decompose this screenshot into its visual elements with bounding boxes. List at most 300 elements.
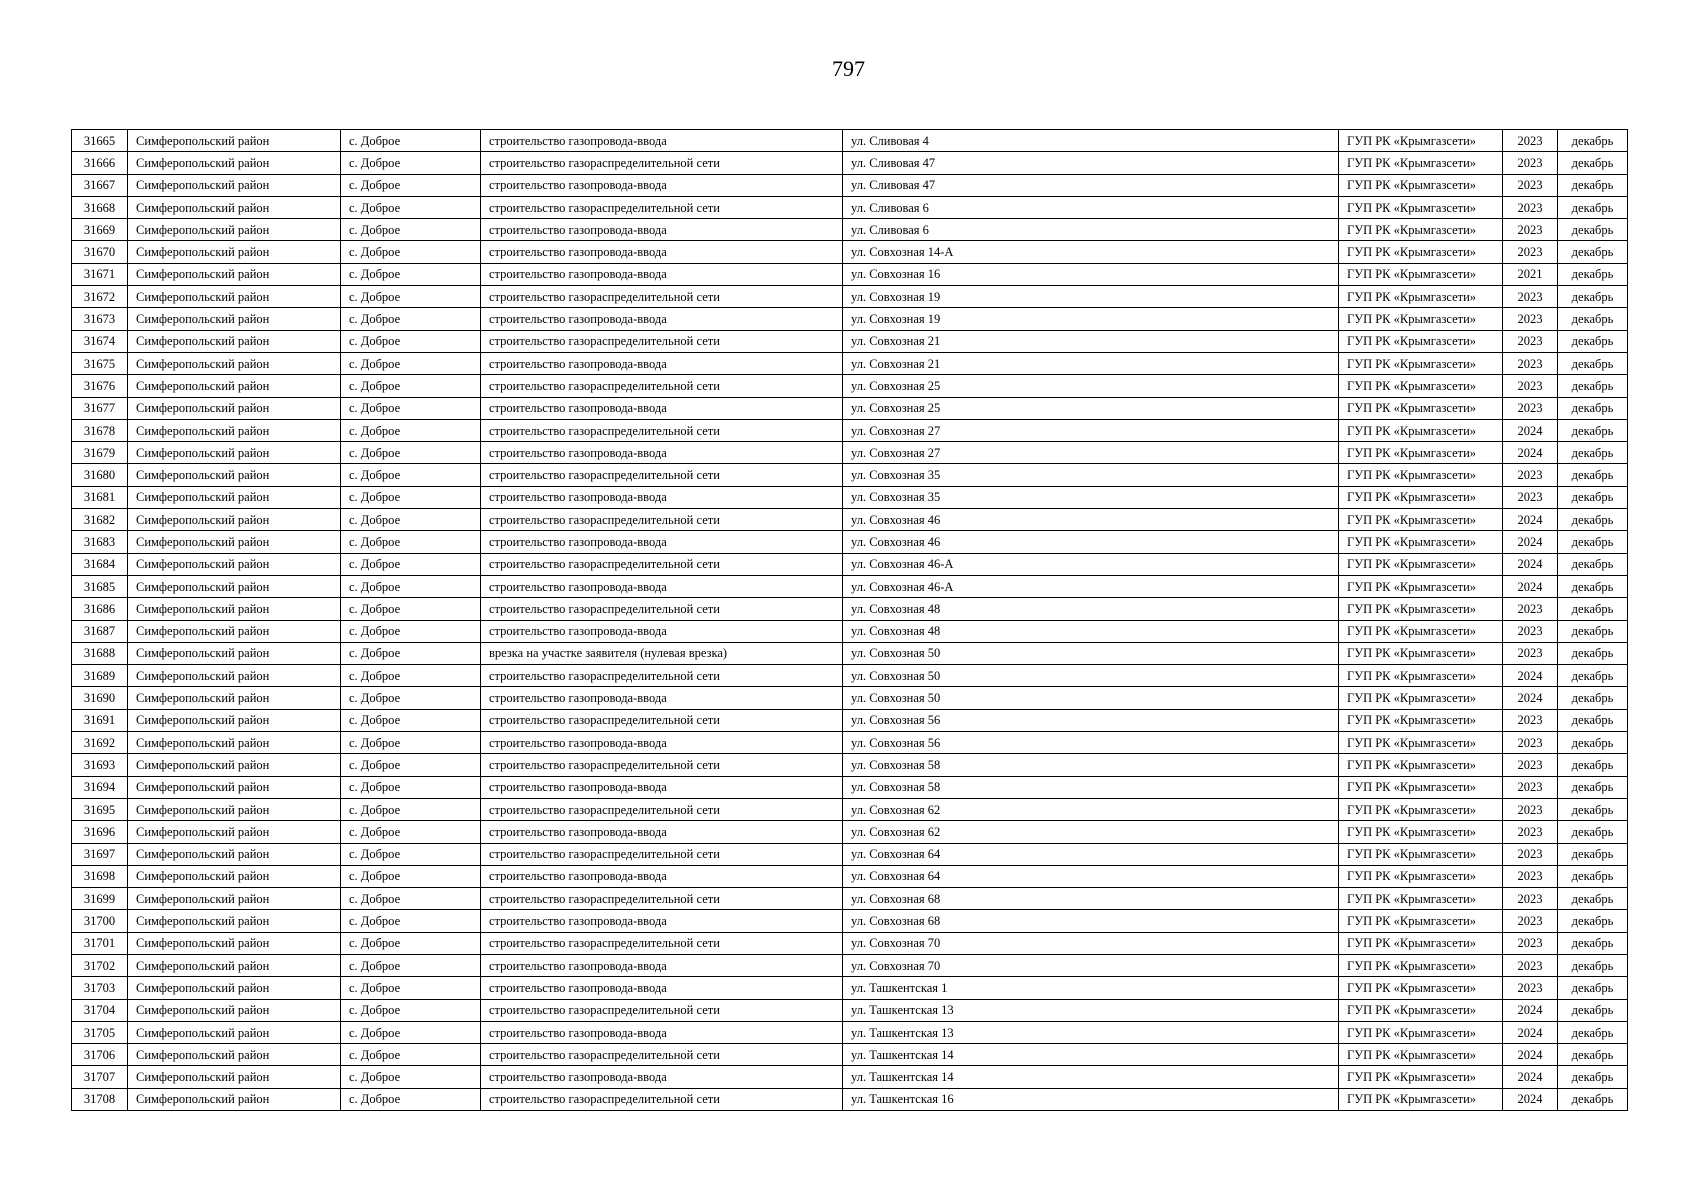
year-cell: 2023 (1503, 977, 1558, 999)
district-cell: Симферопольский район (128, 308, 341, 330)
work-type-cell: строительство газопровода-ввода (481, 442, 843, 464)
table-row (72, 308, 1628, 330)
year-cell: 2023 (1503, 843, 1558, 865)
month-cell: декабрь (1558, 352, 1628, 374)
table-row (72, 509, 1628, 531)
address-cell: ул. Ташкентская 16 (843, 1088, 1339, 1110)
work-type-cell: строительство газопровода-ввода (481, 130, 843, 152)
settlement-cell: с. Доброе (341, 152, 481, 174)
table-row (72, 843, 1628, 865)
settlement-cell: с. Доброе (341, 999, 481, 1021)
table-row (72, 152, 1628, 174)
address-cell: ул. Совхозная 50 (843, 642, 1339, 664)
organization-cell: ГУП РК «Крымгазсети» (1339, 1021, 1503, 1043)
district-cell: Симферопольский район (128, 486, 341, 508)
table-row (72, 442, 1628, 464)
month-cell: декабрь (1558, 620, 1628, 642)
settlement-cell: с. Доброе (341, 732, 481, 754)
year-cell: 2023 (1503, 932, 1558, 954)
year-cell: 2023 (1503, 486, 1558, 508)
table-row (72, 888, 1628, 910)
row-number-cell: 31665 (72, 130, 128, 152)
settlement-cell: с. Доброе (341, 642, 481, 664)
work-type-cell: строительство газораспределительной сети (481, 509, 843, 531)
month-cell: декабрь (1558, 419, 1628, 441)
row-number-cell: 31677 (72, 397, 128, 419)
settlement-cell: с. Доброе (341, 419, 481, 441)
address-cell: ул. Совхозная 25 (843, 375, 1339, 397)
work-type-cell: строительство газопровода-ввода (481, 1021, 843, 1043)
row-number-cell: 31696 (72, 821, 128, 843)
table-row (72, 1021, 1628, 1043)
table-row (72, 732, 1628, 754)
settlement-cell: с. Доброе (341, 1066, 481, 1088)
settlement-cell: с. Доброе (341, 977, 481, 999)
work-type-cell: строительство газопровода-ввода (481, 620, 843, 642)
row-number-cell: 31690 (72, 687, 128, 709)
organization-cell: ГУП РК «Крымгазсети» (1339, 263, 1503, 285)
work-type-cell: строительство газораспределительной сети (481, 754, 843, 776)
table-row (72, 286, 1628, 308)
address-cell: ул. Совхозная 64 (843, 843, 1339, 865)
row-number-cell: 31686 (72, 598, 128, 620)
address-cell: ул. Совхозная 46-А (843, 553, 1339, 575)
year-cell: 2024 (1503, 999, 1558, 1021)
settlement-cell: с. Доброе (341, 798, 481, 820)
district-cell: Симферопольский район (128, 152, 341, 174)
year-cell: 2024 (1503, 419, 1558, 441)
district-cell: Симферопольский район (128, 263, 341, 285)
year-cell: 2023 (1503, 330, 1558, 352)
table-row (72, 1066, 1628, 1088)
address-cell: ул. Совхозная 19 (843, 286, 1339, 308)
address-cell: ул. Сливовая 6 (843, 219, 1339, 241)
work-type-cell: строительство газопровода-ввода (481, 308, 843, 330)
settlement-cell: с. Доброе (341, 174, 481, 196)
district-cell: Симферопольский район (128, 977, 341, 999)
organization-cell: ГУП РК «Крымгазсети» (1339, 196, 1503, 218)
organization-cell: ГУП РК «Крымгазсети» (1339, 375, 1503, 397)
district-cell: Симферопольский район (128, 464, 341, 486)
settlement-cell: с. Доброе (341, 932, 481, 954)
organization-cell: ГУП РК «Крымгазсети» (1339, 419, 1503, 441)
work-type-cell: строительство газораспределительной сети (481, 196, 843, 218)
row-number-cell: 31673 (72, 308, 128, 330)
work-type-cell: строительство газопровода-ввода (481, 954, 843, 976)
settlement-cell: с. Доброе (341, 308, 481, 330)
organization-cell: ГУП РК «Крымгазсети» (1339, 531, 1503, 553)
table-body (72, 130, 1628, 1111)
district-cell: Симферопольский район (128, 174, 341, 196)
work-type-cell: строительство газораспределительной сети (481, 798, 843, 820)
page-number: 797 (832, 56, 865, 81)
table-row (72, 219, 1628, 241)
organization-cell: ГУП РК «Крымгазсети» (1339, 999, 1503, 1021)
address-cell: ул. Совхозная 58 (843, 754, 1339, 776)
address-cell: ул. Совхозная 35 (843, 486, 1339, 508)
table-row (72, 865, 1628, 887)
address-cell: ул. Совхозная 48 (843, 620, 1339, 642)
district-cell: Симферопольский район (128, 419, 341, 441)
table-row (72, 821, 1628, 843)
district-cell: Симферопольский район (128, 888, 341, 910)
year-cell: 2024 (1503, 1088, 1558, 1110)
work-type-cell: строительство газораспределительной сети (481, 932, 843, 954)
month-cell: декабрь (1558, 776, 1628, 798)
organization-cell: ГУП РК «Крымгазсети» (1339, 486, 1503, 508)
address-cell: ул. Совхозная 70 (843, 954, 1339, 976)
year-cell: 2023 (1503, 776, 1558, 798)
row-number-cell: 31684 (72, 553, 128, 575)
work-type-cell: строительство газопровода-ввода (481, 732, 843, 754)
work-type-cell: строительство газопровода-ввода (481, 776, 843, 798)
year-cell: 2024 (1503, 553, 1558, 575)
work-type-cell: строительство газопровода-ввода (481, 531, 843, 553)
year-cell: 2023 (1503, 754, 1558, 776)
address-cell: ул. Совхозная 56 (843, 732, 1339, 754)
table-row (72, 910, 1628, 932)
settlement-cell: с. Доброе (341, 598, 481, 620)
row-number-cell: 31697 (72, 843, 128, 865)
row-number-cell: 31672 (72, 286, 128, 308)
settlement-cell: с. Доброе (341, 130, 481, 152)
address-cell: ул. Сливовая 47 (843, 174, 1339, 196)
organization-cell: ГУП РК «Крымгазсети» (1339, 709, 1503, 731)
address-cell: ул. Совхозная 27 (843, 419, 1339, 441)
month-cell: декабрь (1558, 286, 1628, 308)
organization-cell: ГУП РК «Крымгазсети» (1339, 954, 1503, 976)
year-cell: 2023 (1503, 464, 1558, 486)
district-cell: Симферопольский район (128, 821, 341, 843)
row-number-cell: 31671 (72, 263, 128, 285)
organization-cell: ГУП РК «Крымгазсети» (1339, 865, 1503, 887)
month-cell: декабрь (1558, 732, 1628, 754)
month-cell: декабрь (1558, 174, 1628, 196)
settlement-cell: с. Доброе (341, 553, 481, 575)
year-cell: 2023 (1503, 352, 1558, 374)
district-cell: Симферопольский район (128, 352, 341, 374)
row-number-cell: 31705 (72, 1021, 128, 1043)
organization-cell: ГУП РК «Крымгазсети» (1339, 687, 1503, 709)
work-type-cell: строительство газопровода-ввода (481, 219, 843, 241)
work-type-cell: строительство газопровода-ввода (481, 1066, 843, 1088)
settlement-cell: с. Доброе (341, 888, 481, 910)
work-type-cell: строительство газораспределительной сети (481, 464, 843, 486)
work-type-cell: строительство газораспределительной сети (481, 999, 843, 1021)
settlement-cell: с. Доброе (341, 1088, 481, 1110)
district-cell: Симферопольский район (128, 620, 341, 642)
month-cell: декабрь (1558, 375, 1628, 397)
table-row (72, 999, 1628, 1021)
address-cell: ул. Совхозная 21 (843, 330, 1339, 352)
organization-cell: ГУП РК «Крымгазсети» (1339, 1066, 1503, 1088)
district-cell: Симферопольский район (128, 196, 341, 218)
year-cell: 2023 (1503, 642, 1558, 664)
month-cell: декабрь (1558, 709, 1628, 731)
district-cell: Симферопольский район (128, 1088, 341, 1110)
settlement-cell: с. Доброе (341, 397, 481, 419)
settlement-cell: с. Доброе (341, 954, 481, 976)
settlement-cell: с. Доброе (341, 843, 481, 865)
organization-cell: ГУП РК «Крымгазсети» (1339, 575, 1503, 597)
row-number-cell: 31682 (72, 509, 128, 531)
address-cell: ул. Совхозная 35 (843, 464, 1339, 486)
month-cell: декабрь (1558, 308, 1628, 330)
work-type-cell: строительство газораспределительной сети (481, 1044, 843, 1066)
organization-cell: ГУП РК «Крымгазсети» (1339, 219, 1503, 241)
month-cell: декабрь (1558, 442, 1628, 464)
year-cell: 2023 (1503, 375, 1558, 397)
settlement-cell: с. Доброе (341, 575, 481, 597)
row-number-cell: 31693 (72, 754, 128, 776)
settlement-cell: с. Доброе (341, 709, 481, 731)
district-cell: Симферопольский район (128, 575, 341, 597)
year-cell: 2023 (1503, 152, 1558, 174)
address-cell: ул. Совхозная 68 (843, 888, 1339, 910)
settlement-cell: с. Доброе (341, 776, 481, 798)
work-type-cell: строительство газораспределительной сети (481, 152, 843, 174)
month-cell: декабрь (1558, 1066, 1628, 1088)
organization-cell: ГУП РК «Крымгазсети» (1339, 442, 1503, 464)
address-cell: ул. Совхозная 68 (843, 910, 1339, 932)
address-cell: ул. Совхозная 62 (843, 798, 1339, 820)
district-cell: Симферопольский район (128, 709, 341, 731)
work-type-cell: строительство газораспределительной сети (481, 709, 843, 731)
year-cell: 2024 (1503, 575, 1558, 597)
row-number-cell: 31676 (72, 375, 128, 397)
work-type-cell: строительство газораспределительной сети (481, 330, 843, 352)
district-cell: Симферопольский район (128, 1044, 341, 1066)
district-cell: Симферопольский район (128, 130, 341, 152)
month-cell: декабрь (1558, 754, 1628, 776)
month-cell: декабрь (1558, 152, 1628, 174)
table-row (72, 330, 1628, 352)
organization-cell: ГУП РК «Крымгазсети» (1339, 821, 1503, 843)
month-cell: декабрь (1558, 575, 1628, 597)
work-type-cell: строительство газопровода-ввода (481, 821, 843, 843)
table-row (72, 419, 1628, 441)
district-cell: Симферопольский район (128, 553, 341, 575)
settlement-cell: с. Доброе (341, 196, 481, 218)
row-number-cell: 31701 (72, 932, 128, 954)
address-cell: ул. Ташкентская 14 (843, 1044, 1339, 1066)
row-number-cell: 31695 (72, 798, 128, 820)
address-cell: ул. Ташкентская 13 (843, 999, 1339, 1021)
year-cell: 2023 (1503, 910, 1558, 932)
organization-cell: ГУП РК «Крымгазсети» (1339, 642, 1503, 664)
table-row (72, 932, 1628, 954)
row-number-cell: 31700 (72, 910, 128, 932)
district-cell: Симферопольский район (128, 397, 341, 419)
work-type-cell: строительство газораспределительной сети (481, 375, 843, 397)
settlement-cell: с. Доброе (341, 263, 481, 285)
year-cell: 2024 (1503, 1066, 1558, 1088)
district-cell: Симферопольский район (128, 219, 341, 241)
month-cell: декабрь (1558, 397, 1628, 419)
work-type-cell: строительство газораспределительной сети (481, 286, 843, 308)
year-cell: 2023 (1503, 241, 1558, 263)
row-number-cell: 31680 (72, 464, 128, 486)
settlement-cell: с. Доброе (341, 821, 481, 843)
month-cell: декабрь (1558, 130, 1628, 152)
table-row (72, 620, 1628, 642)
district-cell: Симферопольский район (128, 1066, 341, 1088)
table-row (72, 798, 1628, 820)
address-cell: ул. Совхозная 21 (843, 352, 1339, 374)
district-cell: Симферопольский район (128, 954, 341, 976)
address-cell: ул. Совхозная 46-А (843, 575, 1339, 597)
settlement-cell: с. Доброе (341, 330, 481, 352)
organization-cell: ГУП РК «Крымгазсети» (1339, 843, 1503, 865)
work-type-cell: строительство газопровода-ввода (481, 977, 843, 999)
district-cell: Симферопольский район (128, 330, 341, 352)
address-cell: ул. Совхозная 58 (843, 776, 1339, 798)
table-row (72, 352, 1628, 374)
table-row (72, 642, 1628, 664)
month-cell: декабрь (1558, 977, 1628, 999)
organization-cell: ГУП РК «Крымгазсети» (1339, 932, 1503, 954)
month-cell: декабрь (1558, 1021, 1628, 1043)
month-cell: декабрь (1558, 1044, 1628, 1066)
table-row (72, 1044, 1628, 1066)
table-row (72, 174, 1628, 196)
year-cell: 2023 (1503, 821, 1558, 843)
table-row (72, 665, 1628, 687)
organization-cell: ГУП РК «Крымгазсети» (1339, 776, 1503, 798)
organization-cell: ГУП РК «Крымгазсети» (1339, 888, 1503, 910)
month-cell: декабрь (1558, 263, 1628, 285)
row-number-cell: 31685 (72, 575, 128, 597)
month-cell: декабрь (1558, 999, 1628, 1021)
month-cell: декабрь (1558, 553, 1628, 575)
row-number-cell: 31667 (72, 174, 128, 196)
district-cell: Симферопольский район (128, 932, 341, 954)
organization-cell: ГУП РК «Крымгазсети» (1339, 1088, 1503, 1110)
settlement-cell: с. Доброе (341, 1044, 481, 1066)
organization-cell: ГУП РК «Крымгазсети» (1339, 732, 1503, 754)
organization-cell: ГУП РК «Крымгазсети» (1339, 174, 1503, 196)
year-cell: 2023 (1503, 954, 1558, 976)
year-cell: 2023 (1503, 798, 1558, 820)
table-row (72, 553, 1628, 575)
district-cell: Симферопольский район (128, 999, 341, 1021)
work-type-cell: строительство газораспределительной сети (481, 553, 843, 575)
settlement-cell: с. Доброе (341, 241, 481, 263)
row-number-cell: 31708 (72, 1088, 128, 1110)
year-cell: 2023 (1503, 598, 1558, 620)
table-row (72, 531, 1628, 553)
district-cell: Симферопольский район (128, 798, 341, 820)
settlement-cell: с. Доброе (341, 352, 481, 374)
table-row (72, 687, 1628, 709)
year-cell: 2021 (1503, 263, 1558, 285)
year-cell: 2023 (1503, 196, 1558, 218)
row-number-cell: 31689 (72, 665, 128, 687)
work-type-cell: строительство газораспределительной сети (481, 888, 843, 910)
work-type-cell: строительство газопровода-ввода (481, 241, 843, 263)
month-cell: декабрь (1558, 888, 1628, 910)
work-type-cell: строительство газораспределительной сети (481, 665, 843, 687)
row-number-cell: 31694 (72, 776, 128, 798)
district-cell: Симферопольский район (128, 665, 341, 687)
work-type-cell: строительство газопровода-ввода (481, 575, 843, 597)
month-cell: декабрь (1558, 687, 1628, 709)
row-number-cell: 31675 (72, 352, 128, 374)
month-cell: декабрь (1558, 486, 1628, 508)
table-row (72, 375, 1628, 397)
month-cell: декабрь (1558, 241, 1628, 263)
organization-cell: ГУП РК «Крымгазсети» (1339, 977, 1503, 999)
organization-cell: ГУП РК «Крымгазсети» (1339, 754, 1503, 776)
row-number-cell: 31692 (72, 732, 128, 754)
row-number-cell: 31666 (72, 152, 128, 174)
row-number-cell: 31698 (72, 865, 128, 887)
row-number-cell: 31678 (72, 419, 128, 441)
settlement-cell: с. Доброе (341, 375, 481, 397)
address-cell: ул. Сливовая 4 (843, 130, 1339, 152)
row-number-cell: 31706 (72, 1044, 128, 1066)
settlement-cell: с. Доброе (341, 286, 481, 308)
settlement-cell: с. Доброе (341, 865, 481, 887)
settlement-cell: с. Доброе (341, 754, 481, 776)
row-number-cell: 31703 (72, 977, 128, 999)
address-cell: ул. Ташкентская 13 (843, 1021, 1339, 1043)
work-type-cell: строительство газопровода-ввода (481, 687, 843, 709)
address-cell: ул. Совхозная 27 (843, 442, 1339, 464)
work-type-cell: строительство газораспределительной сети (481, 419, 843, 441)
address-cell: ул. Совхозная 16 (843, 263, 1339, 285)
organization-cell: ГУП РК «Крымгазсети» (1339, 152, 1503, 174)
table-row (72, 263, 1628, 285)
organization-cell: ГУП РК «Крымгазсети» (1339, 286, 1503, 308)
row-number-cell: 31679 (72, 442, 128, 464)
settlement-cell: с. Доброе (341, 531, 481, 553)
district-cell: Симферопольский район (128, 843, 341, 865)
settlement-cell: с. Доброе (341, 464, 481, 486)
work-type-cell: строительство газопровода-ввода (481, 174, 843, 196)
month-cell: декабрь (1558, 1088, 1628, 1110)
district-cell: Симферопольский район (128, 910, 341, 932)
table-row (72, 464, 1628, 486)
organization-cell: ГУП РК «Крымгазсети» (1339, 464, 1503, 486)
address-cell: ул. Совхозная 19 (843, 308, 1339, 330)
row-number-cell: 31691 (72, 709, 128, 731)
month-cell: декабрь (1558, 598, 1628, 620)
district-cell: Симферопольский район (128, 442, 341, 464)
district-cell: Симферопольский район (128, 865, 341, 887)
organization-cell: ГУП РК «Крымгазсети» (1339, 665, 1503, 687)
year-cell: 2024 (1503, 1044, 1558, 1066)
month-cell: декабрь (1558, 865, 1628, 887)
settlement-cell: с. Доброе (341, 509, 481, 531)
address-cell: ул. Совхозная 50 (843, 687, 1339, 709)
table-row (72, 1088, 1628, 1110)
table-row (72, 196, 1628, 218)
row-number-cell: 31669 (72, 219, 128, 241)
settlement-cell: с. Доброе (341, 219, 481, 241)
settlement-cell: с. Доброе (341, 620, 481, 642)
month-cell: декабрь (1558, 531, 1628, 553)
year-cell: 2024 (1503, 1021, 1558, 1043)
month-cell: декабрь (1558, 798, 1628, 820)
address-cell: ул. Совхозная 50 (843, 665, 1339, 687)
table-row (72, 598, 1628, 620)
organization-cell: ГУП РК «Крымгазсети» (1339, 352, 1503, 374)
row-number-cell: 31704 (72, 999, 128, 1021)
table-row (72, 977, 1628, 999)
district-cell: Симферопольский район (128, 732, 341, 754)
organization-cell: ГУП РК «Крымгазсети» (1339, 620, 1503, 642)
